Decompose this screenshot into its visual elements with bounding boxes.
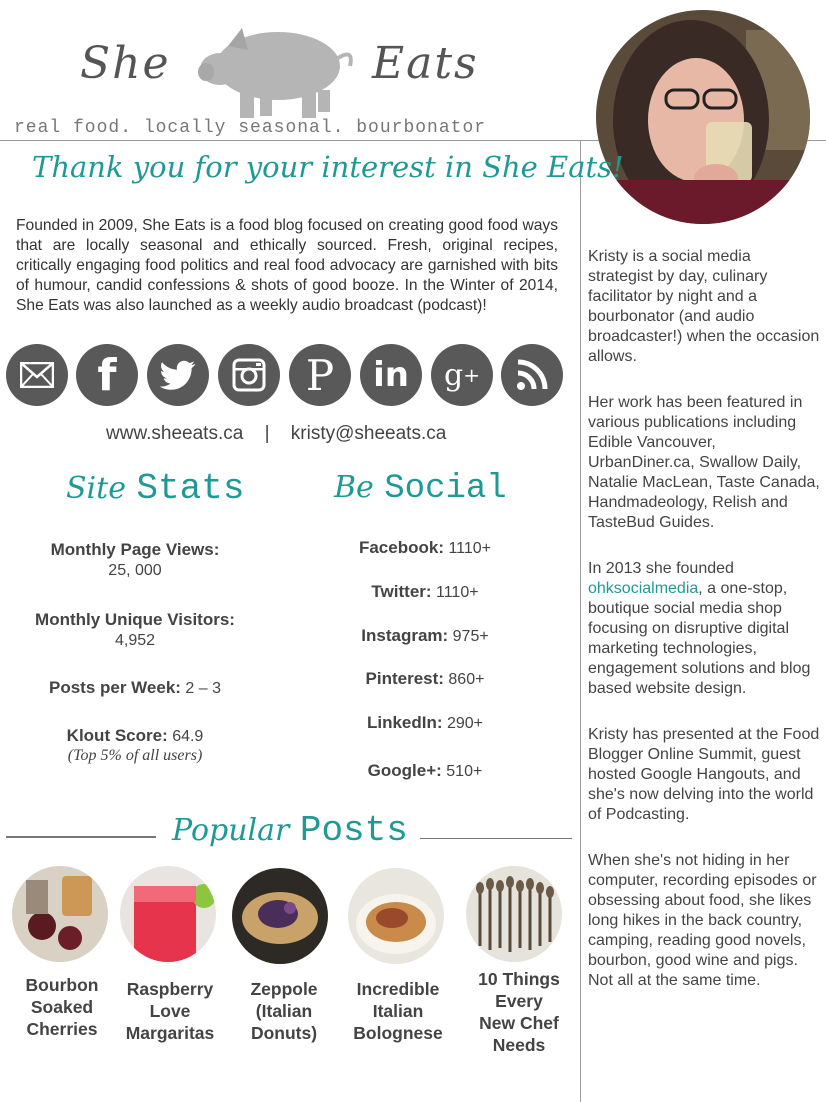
stat-label: Klout Score: xyxy=(66,726,168,745)
contact-links xyxy=(106,423,506,445)
thank-you-heading: Thank you for your interest in She Eats! xyxy=(32,150,624,184)
bio-paragraph: When she's not hiding in her computer, recording episodes or obsessing about food, she likes long hikes in the back country, camping, reading good novels, bourbon, good wine and pigs. Not all at the same time. xyxy=(588,852,817,989)
instagram-icon[interactable] xyxy=(218,344,280,406)
tagline: real food. locally seasonal. bourbonator xyxy=(14,118,487,138)
logo-eats: Eats xyxy=(372,38,479,89)
social-label: Twitter: xyxy=(371,582,432,601)
post-title-zeppole[interactable]: Zeppole (Italian Donuts) xyxy=(250,979,318,1043)
popular-rule-right xyxy=(420,838,572,839)
social-google-plus xyxy=(300,761,550,781)
post-thumb-bourbon-cherries[interactable] xyxy=(12,866,108,962)
social-value: 975+ xyxy=(452,628,489,645)
site-stats-heading-mono: Stats xyxy=(136,468,245,509)
bio-sidebar xyxy=(588,247,820,991)
pig-logo xyxy=(190,14,365,124)
social-label: Instagram: xyxy=(361,626,449,645)
stat-value: 64.9 xyxy=(172,728,204,745)
social-label: LinkedIn: xyxy=(366,713,443,732)
ohksocialmedia-link[interactable]: ohksocialmedia xyxy=(588,580,699,597)
social-label: Google+: xyxy=(367,761,442,780)
social-icons-row xyxy=(6,344,566,408)
facebook-icon[interactable]: f xyxy=(76,344,138,406)
social-facebook xyxy=(300,538,550,558)
twitter-icon[interactable] xyxy=(147,344,209,406)
stat-label: Monthly Unique Visitors: xyxy=(35,610,235,629)
social-pinterest xyxy=(300,669,550,689)
stat-value: 4,952 xyxy=(114,632,156,649)
site-stats-heading xyxy=(66,468,244,509)
bio-paragraph: Kristy is a social media strategist by day, culinary facilitator by night and a bourbonator (and audio broadcaster!) when the occasion allows. xyxy=(588,248,820,365)
bio-paragraph: Her work has been featured in various publications including Edible Vancouver, UrbanDiner.ca, Swallow Daily, Natalie MacLean, Taste Canada, Handmadeology, Relish and TasteBud Guides. xyxy=(588,394,820,531)
email-icon[interactable] xyxy=(6,344,68,406)
stat-value: 25, 000 xyxy=(108,562,162,579)
post-title-bourbon-cherries[interactable]: Bourbon Soaked Cherries xyxy=(25,975,99,1039)
post-title-raspberry-margaritas[interactable]: Raspberry Love Margaritas xyxy=(125,979,215,1043)
social-label: Facebook: xyxy=(358,538,444,557)
column-divider xyxy=(580,140,581,1102)
logo-she: She xyxy=(80,38,171,89)
social-value: 510+ xyxy=(446,763,483,780)
google-plus-icon[interactable]: g + xyxy=(431,344,493,406)
post-thumb-ten-things[interactable] xyxy=(466,866,562,962)
contact-separator: | xyxy=(264,423,270,444)
popular-heading-script: Popular xyxy=(172,813,290,848)
social-value: 1110+ xyxy=(436,584,479,601)
be-social-heading xyxy=(334,470,507,508)
post-title-ten-things[interactable]: 10 Things Every New Chef Needs xyxy=(478,969,560,1055)
social-value: 860+ xyxy=(448,671,485,688)
rss-icon[interactable] xyxy=(501,344,563,406)
pinterest-icon[interactable]: P xyxy=(289,344,351,406)
popular-rule-left xyxy=(6,836,156,838)
popular-posts-heading xyxy=(172,810,408,851)
site-stats-heading-script: Site xyxy=(66,471,126,506)
social-label: Pinterest: xyxy=(365,669,444,688)
stat-label: Monthly Page Views: xyxy=(50,540,220,559)
be-social-heading-mono: Social xyxy=(384,470,507,508)
profile-photo xyxy=(596,10,810,224)
social-linkedin xyxy=(300,713,550,733)
stat-label: Posts per Week: xyxy=(48,678,181,697)
email-link[interactable]: kristy@sheeats.ca xyxy=(290,423,447,444)
be-social-heading-script: Be xyxy=(334,470,374,505)
social-value: 290+ xyxy=(446,715,484,732)
social-value: 1110+ xyxy=(448,540,492,557)
klout-note: (Top 5% of all users) xyxy=(67,747,203,764)
social-instagram xyxy=(300,626,550,646)
linkedin-icon[interactable]: in xyxy=(360,344,422,406)
post-thumb-zeppole[interactable] xyxy=(232,868,328,964)
post-thumb-raspberry-margaritas[interactable] xyxy=(120,866,216,962)
bio-paragraph: In 2013 she founded ohksocialmedia, a one-stop, boutique social media shop focusing on disruptive digital marketing technologies, engagement solutions and blog based website design. xyxy=(588,560,811,697)
stat-page-views xyxy=(10,540,260,580)
stat-posts-per-week xyxy=(10,678,260,698)
bio-paragraph: Kristy has presented at the Food Blogger Online Summit, guest hosted Google Hangouts, and she's now delving into the world of Podcasting. xyxy=(588,726,820,823)
intro-text: Founded in 2009, She Eats is a food blog focused on creating good food ways that are locally seasonal and ethically sourced. Fresh, original recipes, critically engaging food politics and real food advocacy are garnished with bits of humour, candid confessions & shots of good booze. In the Winter of 2014, She Eats was also launched as a weekly audio broadcast (podcast)! xyxy=(16,217,558,314)
stat-klout-score xyxy=(10,726,260,765)
website-link[interactable]: www.sheeats.ca xyxy=(106,423,244,444)
post-title-bolognese[interactable]: Incredible Italian Bolognese xyxy=(353,979,443,1043)
stat-value: 2 – 3 xyxy=(185,680,221,697)
post-thumb-bolognese[interactable] xyxy=(348,868,444,964)
social-twitter xyxy=(300,582,550,602)
popular-heading-mono: Posts xyxy=(299,810,408,851)
stat-unique-visitors xyxy=(10,610,260,650)
